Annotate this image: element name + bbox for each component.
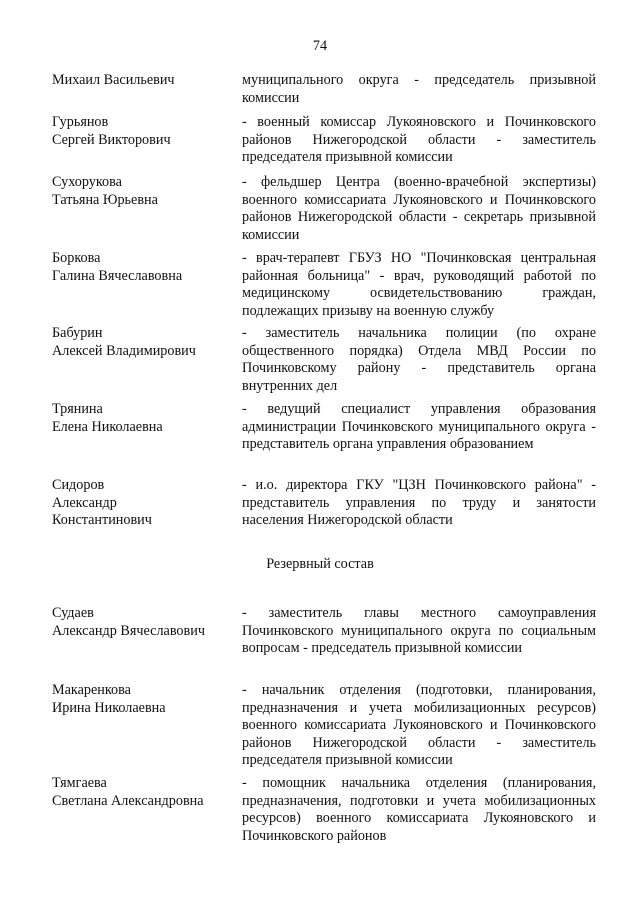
member-name: Боркова Галина Вячеславовна bbox=[52, 250, 183, 284]
member-name: Судаев Александр Вячеславович bbox=[52, 605, 205, 639]
member-name: Трянина Елена Николаевна bbox=[52, 401, 163, 435]
member-role: - и.о. директора ГКУ "ЦЗН Починковского района" - представитель управления по труду и занятости населения Нижегородской области bbox=[242, 477, 596, 529]
page-number: 74 bbox=[312, 38, 328, 54]
member-role: - заместитель начальника полиции (по охране общественного порядка) Отдела МВД России по Починковскому району - представитель органа внутренних дел bbox=[242, 325, 596, 394]
member-name: Тямгаева Светлана Александровна bbox=[52, 775, 204, 809]
member-role: - врач-терапевт ГБУЗ НО "Починковская центральная районная больница" - врач, руководящий работой по медицинскому освидетельствованию граждан, подлежащих призыву на военную службу bbox=[242, 250, 596, 319]
member-role: - ведущий специалист управления образования администрации Починковского муниципального округа - представитель органа управления образованием bbox=[242, 401, 596, 453]
member-role: - начальник отделения (подготовки, планирования, предназначения и учета мобилизационных ресурсов) военного комиссариата Лукояновского и Починковского районов Нижегородской области - заместитель председателя призывной комиссии bbox=[242, 682, 596, 769]
member-role: - помощник начальника отделения (планирования, предназначения, подготовки и учета мобилизационных ресурсов) военного комиссариата Лукояновского и Починковского районов bbox=[242, 775, 596, 844]
member-name: Сидоров Александр Константинович bbox=[52, 477, 152, 529]
member-role: - военный комиссар Лукояновского и Починковского районов Нижегородской области - заместитель председателя призывной комиссии bbox=[242, 114, 596, 166]
member-role: - заместитель главы местного самоуправления Починковского муниципального округа по социальным вопросам - председатель призывной комиссии bbox=[242, 605, 596, 657]
member-name: Гурьянов Сергей Викторович bbox=[52, 114, 171, 148]
member-name: Сухорукова Татьяна Юрьевна bbox=[52, 174, 158, 208]
member-name: Михаил Васильевич bbox=[52, 72, 175, 88]
reserve-section-title: Резервный состав bbox=[266, 556, 374, 572]
member-name: Бабурин Алексей Владимирович bbox=[52, 325, 196, 359]
member-role: - фельдшер Центра (военно-врачебной экспертизы) военного комиссариата Лукояновского и Починковского районов Нижегородской области - секретарь призывной комиссии bbox=[242, 174, 596, 243]
member-name: Макаренкова Ирина Николаевна bbox=[52, 682, 166, 716]
member-role: муниципального округа - председатель призывной комиссии bbox=[242, 72, 596, 106]
